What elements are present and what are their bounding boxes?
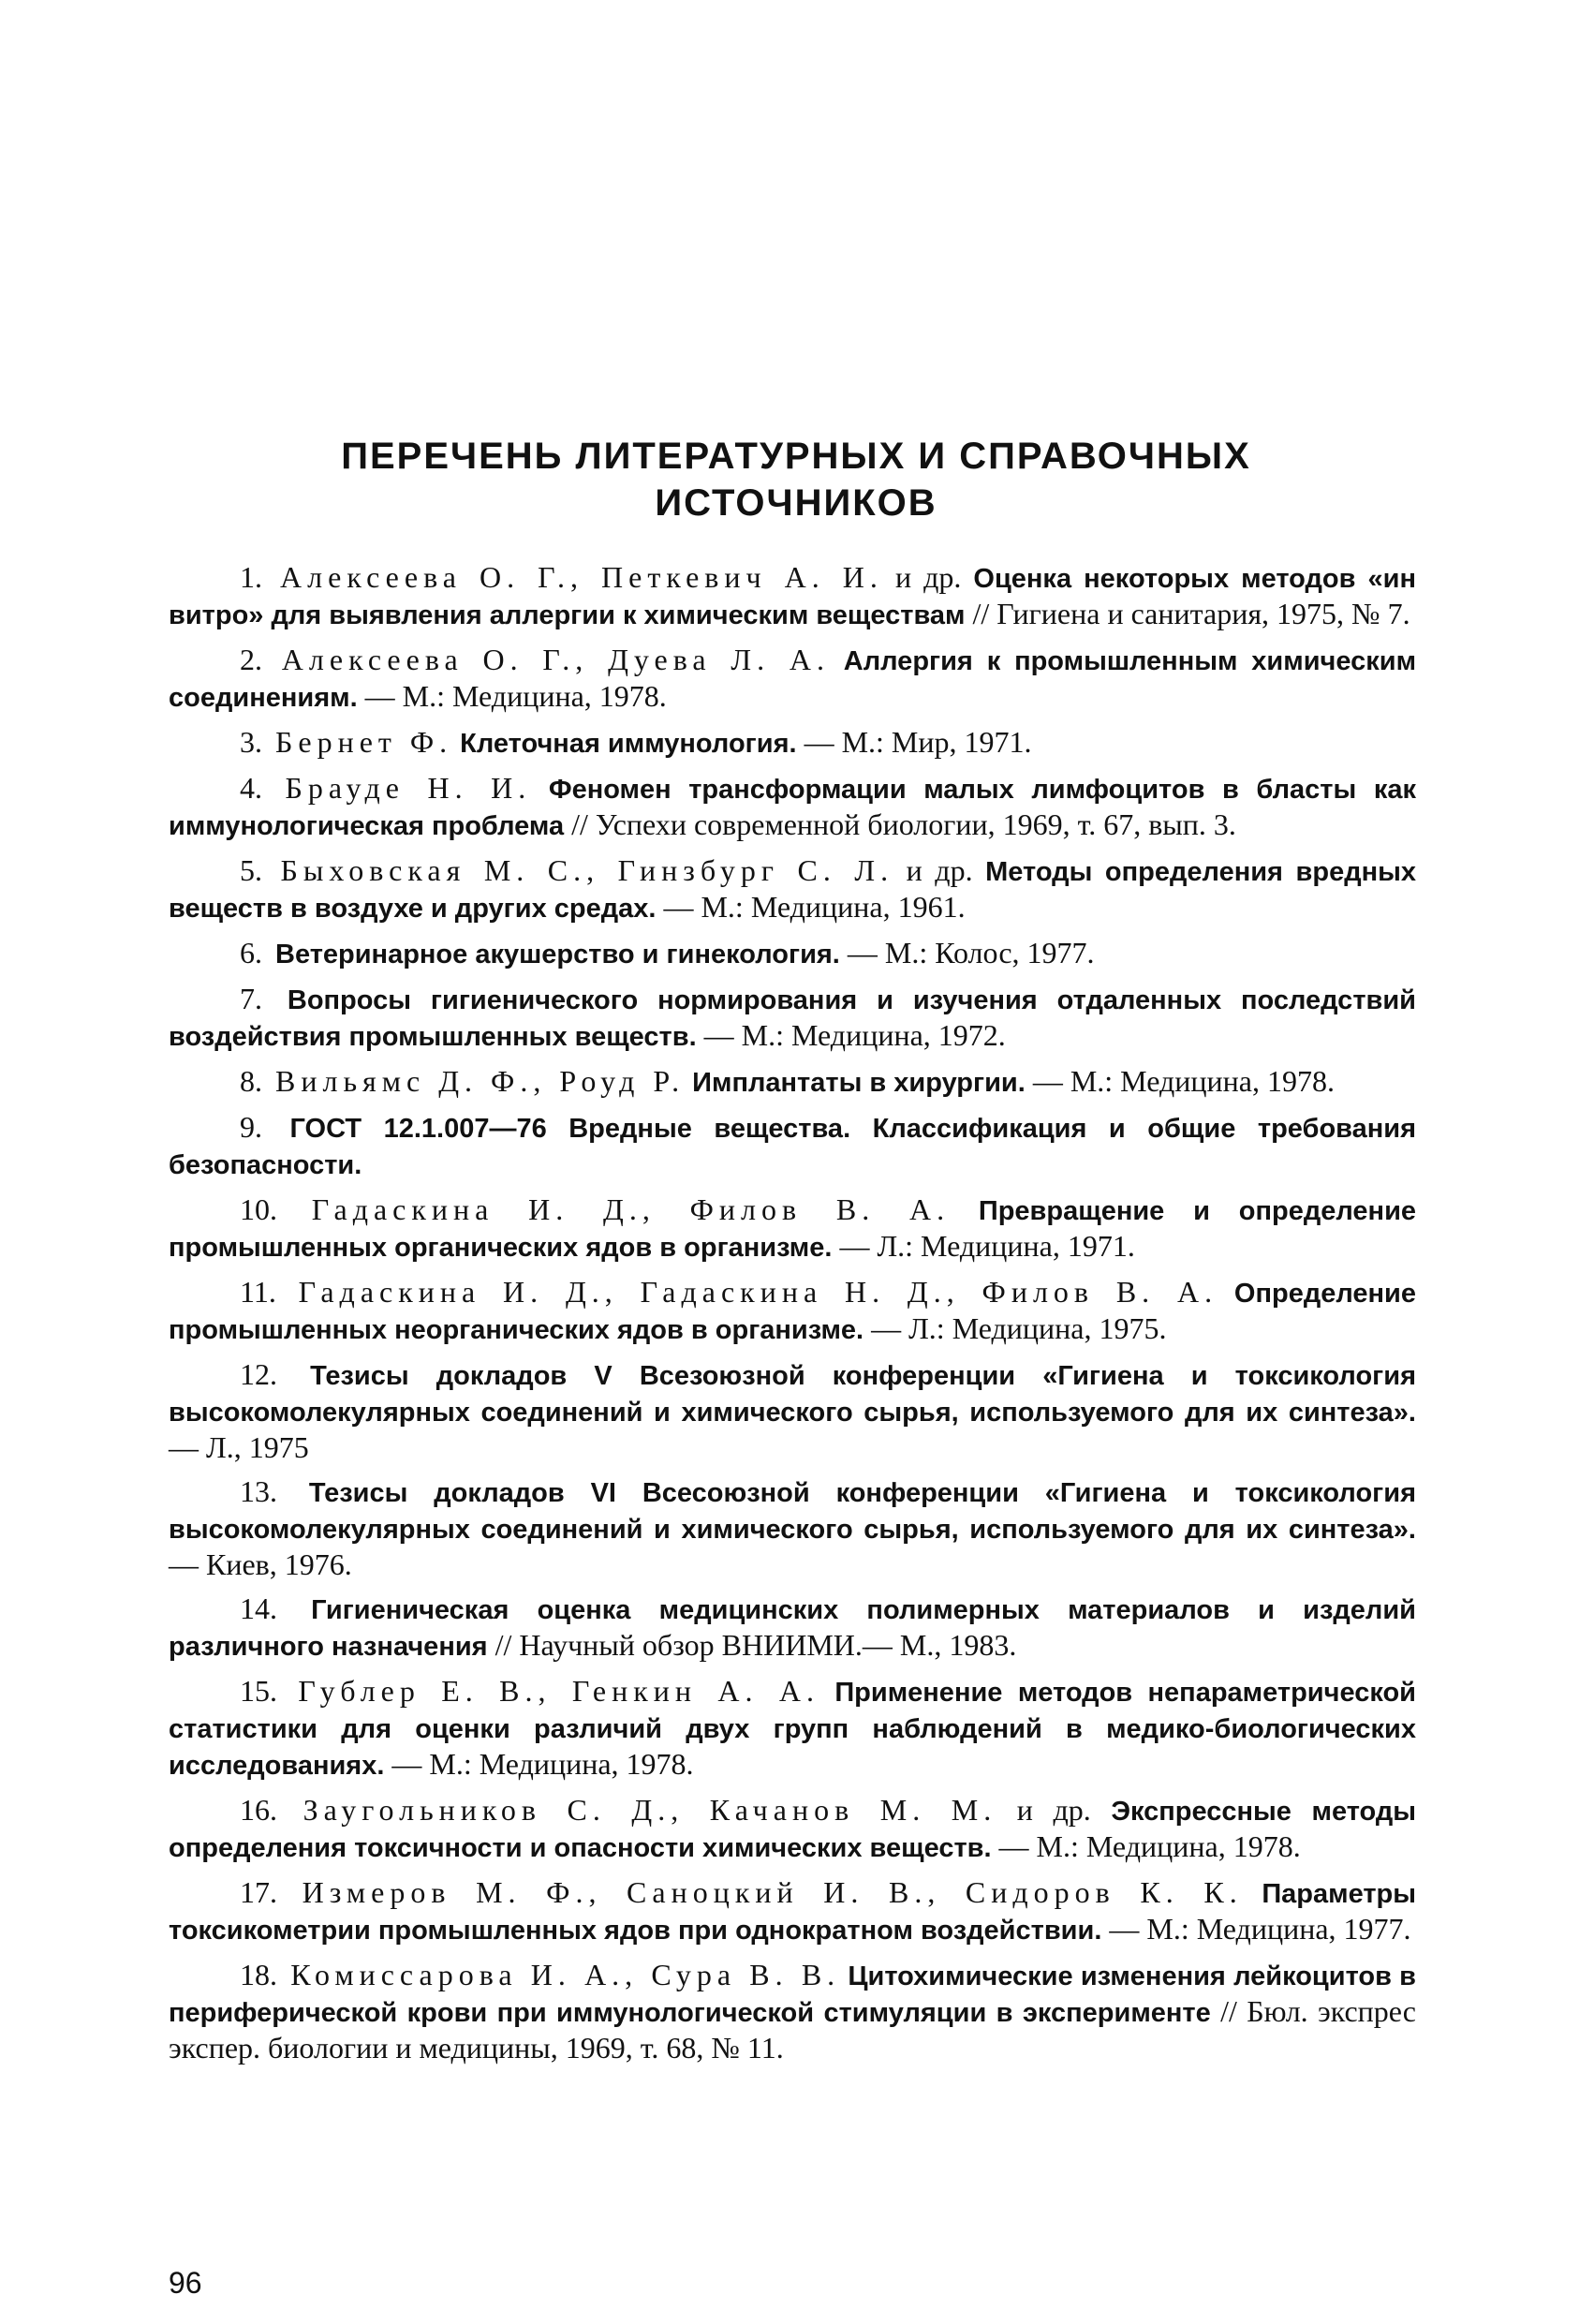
reference-authors: Быховская М. С., Гинзбург С. Л. (280, 853, 894, 887)
reference-item (169, 1110, 1416, 1183)
reference-title: Методы определения вредных веществ в воздухе и других средах. (169, 857, 1417, 924)
reference-title: Определение промышленных неорганических ядов в организме. (169, 1279, 1417, 1345)
reference-source: — Киев, 1976. (169, 1547, 352, 1581)
reference-number: 7. (240, 982, 262, 1015)
reference-item (169, 1875, 1416, 1948)
reference-item (169, 853, 1416, 926)
reference-title: Оценка некоторых методов «ин витро» для выявления аллергии к химическим веществам (169, 564, 1417, 630)
reference-number: 2. (240, 643, 262, 676)
reference-title: Цитохимические изменения лейкоцитов в периферической крови при иммунологической стимуляции в эксперименте (169, 1961, 1416, 2028)
reference-item (169, 771, 1416, 844)
reference-authors: Алексеева О. Г., Петкевич А. И. (280, 560, 883, 594)
reference-number: 18. (240, 1958, 277, 1991)
reference-source: — М.: Медицина, 1978. (364, 679, 667, 713)
reference-item (169, 1674, 1416, 1784)
reference-title: ГОСТ 12.1.007—76 Вредные вещества. Классификация и общие требования безопасности. (169, 1114, 1417, 1180)
reference-number: 3. (240, 725, 262, 759)
reference-authors: Алексеева О. Г., Дуева Л. А. (281, 643, 830, 676)
reference-number: 6. (240, 936, 262, 970)
reference-source: // Научный обзор ВНИИМИ.— М., 1983. (494, 1628, 1017, 1662)
reference-number: 1. (240, 560, 262, 594)
reference-item (169, 1474, 1416, 1582)
reference-title: Экспрессные методы определения токсичности и опасности химических веществ. (169, 1797, 1417, 1863)
reference-title: Аллергия к промышленным химическим соединениям. (169, 646, 1417, 713)
reference-item (169, 1192, 1416, 1266)
reference-title: Превращение и определение промышленных органических ядов в организме. (169, 1196, 1417, 1263)
page-title (169, 433, 1424, 526)
reference-number: 13. (240, 1474, 277, 1508)
reference-authors: Брауде Н. И. (285, 771, 532, 805)
reference-title: Ветеринарное акушерство и гинекология. (275, 940, 840, 970)
reference-authors: Гадаскина И. Д., Филов В. А. (311, 1192, 951, 1226)
reference-extra: и др. (1016, 1793, 1091, 1827)
reference-source: — М.: Мир, 1971. (804, 725, 1032, 759)
reference-title: Тезисы докладов VI Всесоюзной конференции «Гигиена и токсикология высокомолекулярных соединений и химического сырья, используемого для их синтеза». (169, 1478, 1417, 1545)
reference-source: — М.: Медицина, 1977. (1109, 1912, 1411, 1946)
title-line-2: ИСТОЧНИКОВ (655, 482, 937, 524)
reference-item (169, 643, 1416, 716)
reference-number: 4. (240, 771, 262, 805)
reference-item (169, 982, 1416, 1055)
reference-number: 10. (240, 1192, 277, 1226)
reference-item (169, 1591, 1416, 1665)
reference-item (169, 936, 1416, 972)
reference-title: Феномен трансформации малых лимфоцитов в бласты как иммунологическая проблема (169, 775, 1417, 841)
reference-item (169, 1275, 1416, 1348)
reference-number: 16. (240, 1793, 277, 1827)
reference-item (169, 560, 1416, 633)
reference-title: Параметры токсикометрии промышленных ядов при однократном воздействии. (169, 1879, 1417, 1946)
reference-item (169, 1064, 1416, 1101)
reference-authors: Комиссарова И. А., Сура В. В. (290, 1958, 841, 1991)
reference-authors: Бернет Ф. (275, 725, 453, 759)
reference-source: // Гигиена и санитария, 1975, № 7. (972, 597, 1410, 630)
reference-source: — М.: Медицина, 1972. (703, 1018, 1006, 1052)
reference-source: — М.: Колос, 1977. (847, 936, 1095, 970)
reference-list (169, 560, 1416, 2075)
reference-extra: и др. (894, 560, 962, 594)
reference-title: Применение методов непараметрической статистики для оценки различий двух групп наблюдений в медико-биологических исследованиях. (169, 1678, 1417, 1781)
reference-authors: Вильямс Д. Ф., Роуд Р. (275, 1064, 686, 1098)
reference-number: 17. (240, 1875, 277, 1909)
reference-number: 8. (240, 1064, 262, 1098)
reference-authors: Гублер Е. В., Генкин А. А. (298, 1674, 819, 1708)
reference-source: // Бюл. экспрес экспер. биологии и медицины, 1969, т. 68, № 11. (169, 1994, 1416, 2065)
reference-source: — М.: Медицина, 1978. (1032, 1064, 1335, 1098)
reference-authors: Измеров М. Ф., Саноцкий И. В., Сидоров К. К. (302, 1875, 1243, 1909)
page-number: 96 (169, 2266, 202, 2300)
reference-number: 9. (240, 1110, 262, 1144)
reference-source: — М.: Медицина, 1978. (391, 1747, 694, 1781)
reference-title: Гигиеническая оценка медицинских полимерных материалов и изделий различного назначения (169, 1595, 1417, 1662)
reference-number: 11. (240, 1275, 276, 1309)
title-line-1: ПЕРЕЧЕНЬ ЛИТЕРАТУРНЫХ И СПРАВОЧНЫХ (341, 436, 1251, 477)
reference-title: Клеточная иммунология. (460, 729, 797, 759)
reference-source: — Л.: Медицина, 1975. (871, 1311, 1167, 1345)
reference-source: — М.: Медицина, 1961. (663, 890, 966, 924)
reference-title: Имплантаты в хирургии. (692, 1068, 1026, 1098)
reference-source: — М.: Медицина, 1978. (998, 1829, 1301, 1863)
reference-title: Тезисы докладов V Всезоюзной конференции «Гигиена и токсикология высокомолекулярных соединений и химического сырья, используемого для их синтеза». (169, 1361, 1417, 1428)
reference-item (169, 1793, 1416, 1866)
reference-source: // Успехи современной биологии, 1969, т. 67, вып. 3. (571, 807, 1236, 841)
reference-number: 12. (240, 1357, 277, 1391)
reference-source: — Л.: Медицина, 1971. (839, 1229, 1135, 1263)
reference-number: 14. (240, 1591, 277, 1625)
reference-item (169, 1357, 1416, 1465)
reference-item (169, 725, 1416, 762)
reference-item (169, 1958, 1416, 2065)
reference-source: — Л., 1975 (169, 1430, 309, 1464)
reference-title: Вопросы гигиенического нормирования и изучения отдаленных последствий воздействия промышленных веществ. (169, 985, 1417, 1052)
reference-authors: Заугольников С. Д., Качанов М. М. (303, 1793, 997, 1827)
reference-extra: и др. (906, 853, 973, 887)
reference-authors: Гадаскина И. Д., Гадаскина Н. Д., Филов В. А. (298, 1275, 1218, 1309)
reference-number: 15. (240, 1674, 277, 1708)
reference-number: 5. (240, 853, 262, 887)
